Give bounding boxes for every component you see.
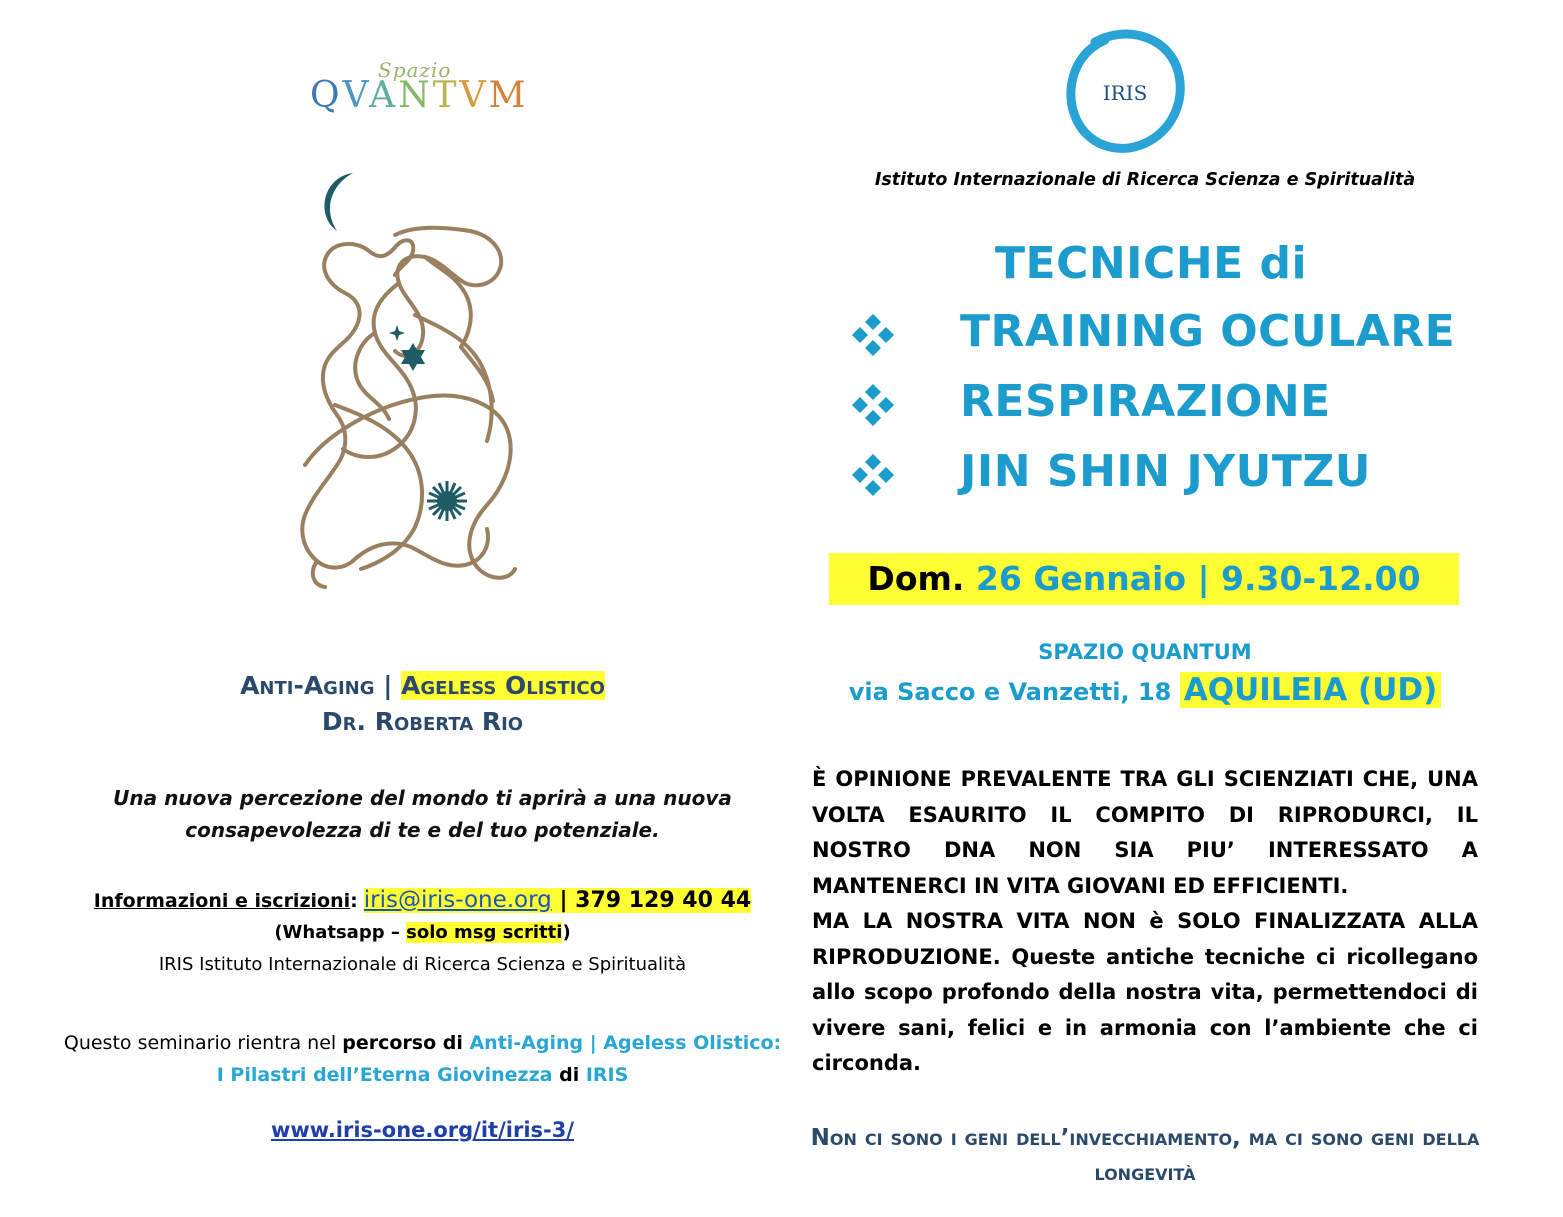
seminar-course-name: Anti-Aging | Ageless Olistico: I Pilastri dell’Eterna Giovinezza	[216, 1032, 782, 1086]
whatsapp-open: (Whatsapp –	[274, 922, 407, 943]
seminar-iris: IRIS	[585, 1064, 629, 1086]
small-star-icon	[389, 325, 405, 341]
website-link[interactable]: www.iris-one.org/it/iris-3/	[270, 1118, 575, 1142]
info-colon: :	[350, 890, 358, 912]
anti-aging-label: Anti-Aging |	[240, 671, 402, 700]
sunburst-star-icon	[427, 481, 467, 521]
line-art-figure-illustration	[265, 165, 535, 595]
event-date-time	[829, 553, 1459, 605]
phone-number: | 379 129 40 44	[551, 888, 752, 913]
anti-aging-title	[0, 668, 845, 740]
seminar-note	[60, 1027, 785, 1091]
iris-logo	[1065, 24, 1185, 158]
contact-info	[40, 884, 805, 981]
whatsapp-close: )	[562, 922, 571, 943]
institute-name: Istituto Internazionale di Ricerca Scienza e Spiritualità	[874, 170, 1416, 190]
four-diamond-bullet-icon	[850, 382, 896, 428]
info-label: Informazioni e iscrizioni	[93, 890, 351, 912]
event-date-rest: 26 Gennaio | 9.30-12.00	[964, 559, 1421, 598]
description-paragraph: È OPINIONE PREVALENTE TRA GLI SCIENZIATI CHE, UNA VOLTA ESAURITO IL COMPITO DI RIPRODURCI, IL NOSTRO DNA NON SIA PIU’ INTERESSATO A MANTENERCI IN VITA GIOVANI ED EFFICIENTI.	[812, 767, 1478, 898]
venue-city: AQUILEIA (UD)	[1180, 672, 1442, 708]
seminar-text-2: percorso di	[342, 1032, 463, 1054]
technique-label: TRAINING OCULARE	[960, 306, 1456, 357]
org-name: IRIS Istituto Internazionale di Ricerca Scienza e Spiritualità	[158, 954, 687, 975]
four-diamond-bullet-icon	[850, 452, 896, 498]
description-text	[812, 762, 1478, 1082]
venue-name: SPAZIO QUANTUM	[1038, 640, 1252, 664]
logo-script-text: Spazio	[378, 58, 452, 82]
seminar-text-4: di	[552, 1064, 586, 1086]
tagline: Una nuova percezione del mondo ti aprirà a una nuova consapevolezza di te e del tuo potenziale.	[113, 786, 732, 842]
ageless-olistico-label: Ageless Olistico	[401, 671, 605, 700]
description-paragraph: MA LA NOSTRA VITA NON è SOLO FINALIZZATA ALLA RIPRODUZIONE. Queste antiche tecniche ci ricollegano allo scopo profondo della nostra vita, permettendoci di vivere sani, felici e in armonia con l’ambiente che ci circonda.	[812, 909, 1478, 1075]
technique-label: RESPIRAZIONE	[960, 376, 1331, 427]
techniques-heading: TECNICHE di	[995, 238, 1308, 289]
iris-logo-text: IRIS	[1102, 81, 1148, 105]
four-diamond-bullet-icon	[850, 312, 896, 358]
logo-wordmark: QVANTVM	[310, 75, 529, 116]
whatsapp-note: solo msg scritti	[406, 922, 563, 943]
technique-label: JIN SHIN JYUTZU	[960, 446, 1372, 497]
venue-street: via Sacco e Vanzetti, 18	[848, 678, 1180, 706]
event-day: Dom.	[867, 559, 965, 598]
spazio-quantum-logo	[310, 58, 530, 128]
crescent-moon-icon	[324, 173, 353, 231]
seminar-text-1: Questo seminario rientra nel	[63, 1032, 343, 1054]
doctor-name: Dr. Roberta Rio	[321, 707, 524, 736]
email-link[interactable]: iris@iris-one.org	[363, 887, 552, 913]
venue-address	[760, 672, 1530, 708]
closing-statement: Non ci sono i geni dell’invecchiamento, ma ci sono geni della longevità	[810, 1125, 1480, 1186]
